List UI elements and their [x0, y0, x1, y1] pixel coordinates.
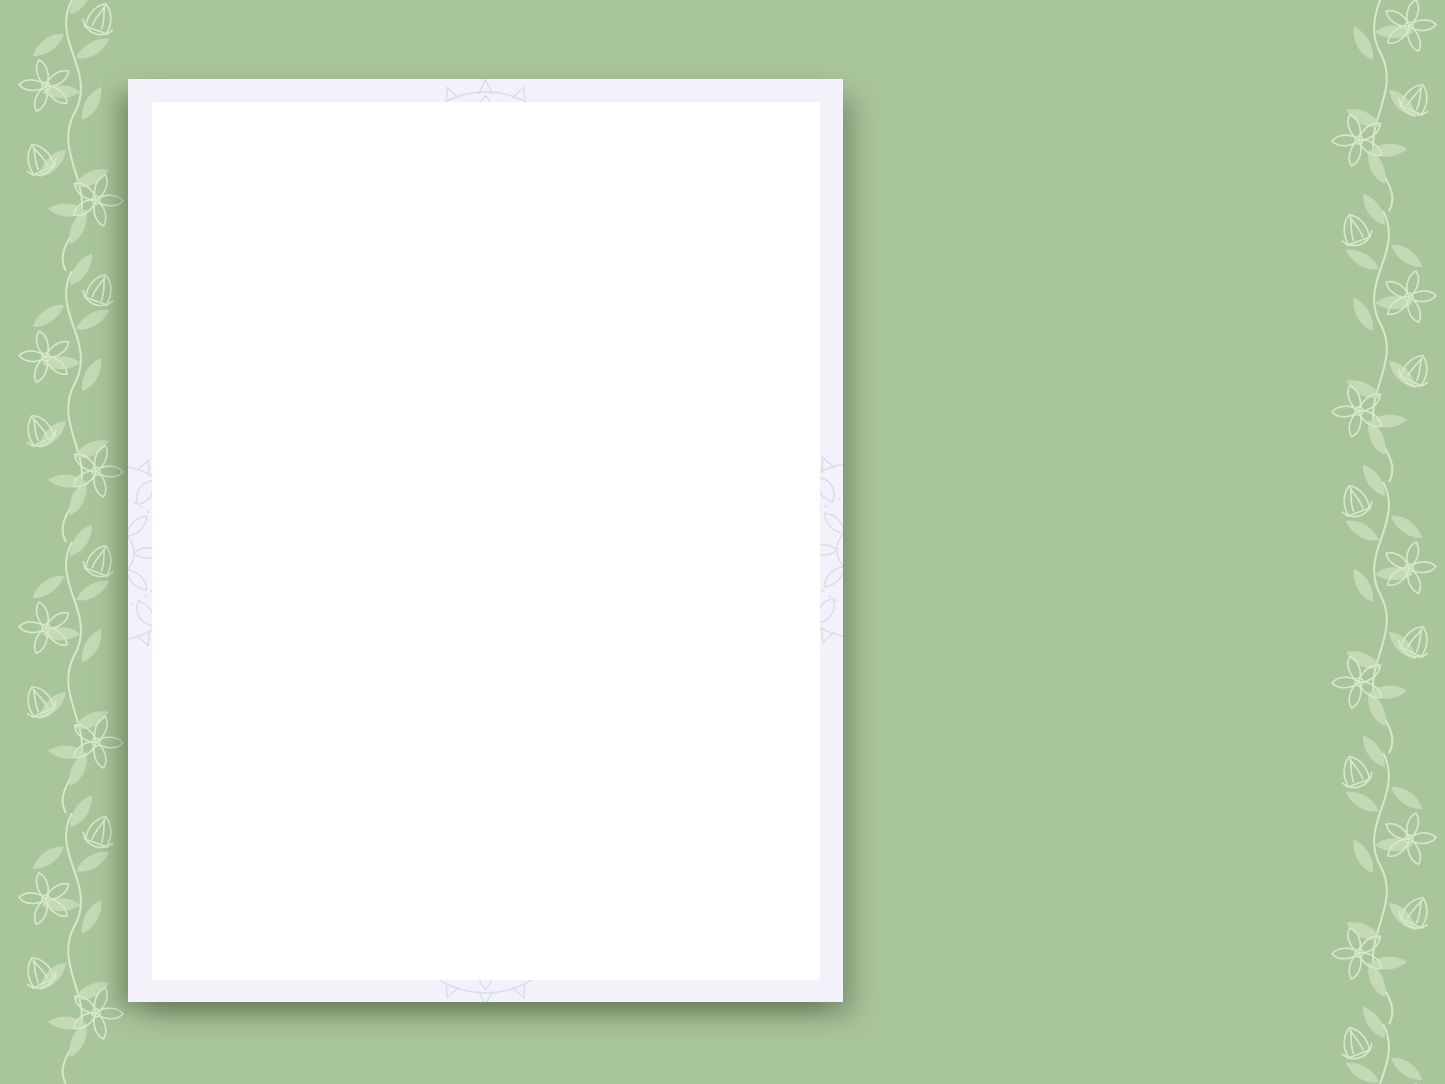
floral-vine-icon [1310, 0, 1445, 1084]
workbook-preview-page [128, 79, 843, 1002]
workbook-page-content [152, 102, 820, 980]
floral-vine-icon [0, 0, 135, 1084]
